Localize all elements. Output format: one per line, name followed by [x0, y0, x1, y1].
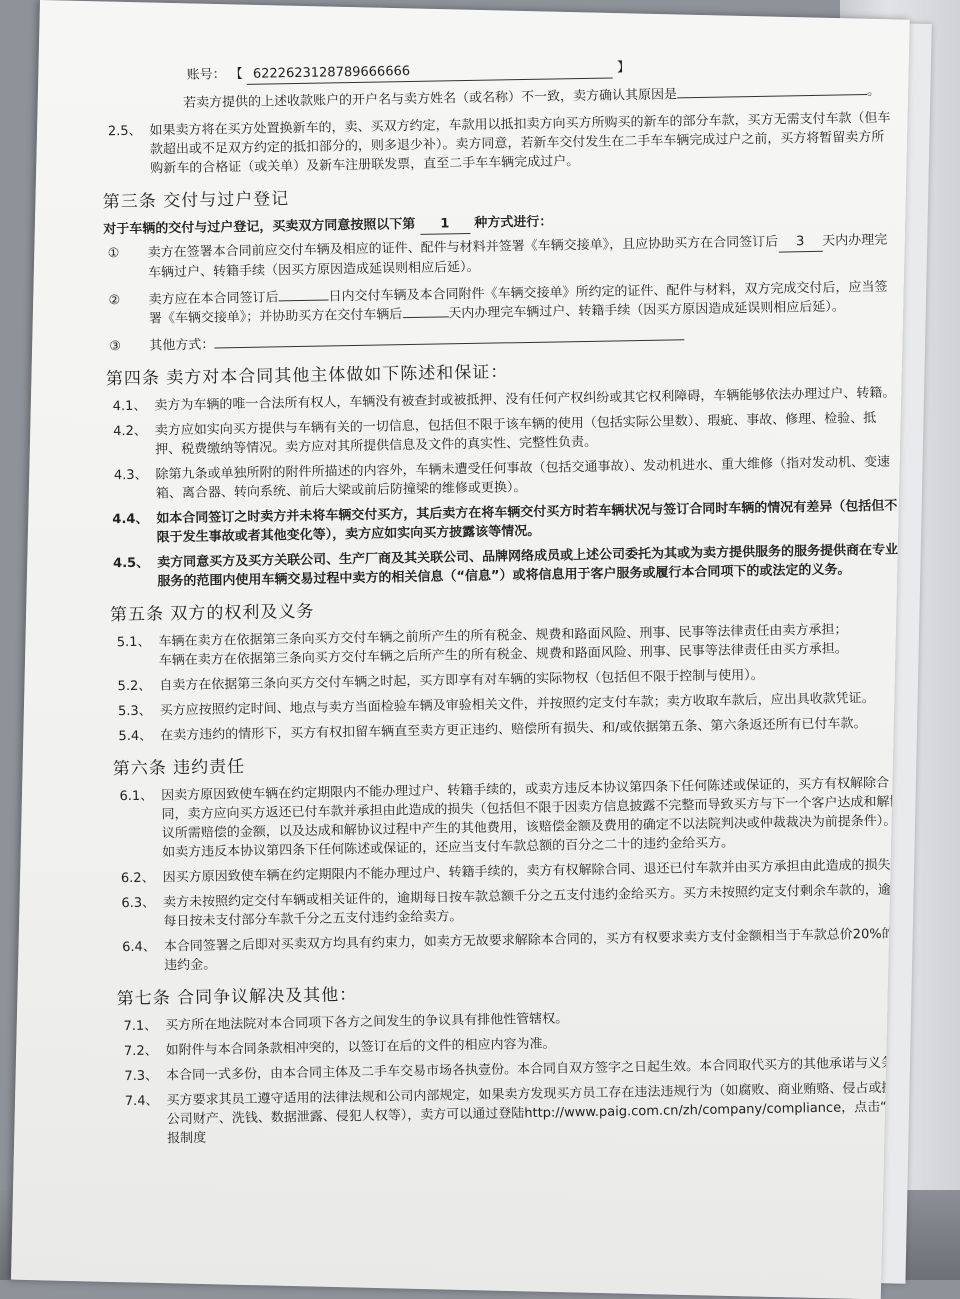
clause-5-1: 5.1、 车辆在卖方在依据第三条向买方交付车辆之前所产生的所有税金、规费和路面风险、刑事、民事等法律责任由卖方承担； 车辆在卖方在依据第三条向买方交付车辆之后所产生的所有税金、规费和路面风险、刑事、民事等法律责任由买方承担。 [116, 622, 848, 669]
reason-blank [677, 94, 867, 98]
days-field-1: 3 [778, 232, 822, 253]
section-5-title: 第五条 双方的权利及义务 [109, 601, 315, 626]
clause-4-1: 4.1、 卖方为车辆的唯一合法所有权人，车辆没有被查封或被抵押、没有任何产权纠纷或其它权利障碍，车辆能够依法办理过户、转籍。 [112, 385, 896, 415]
s3-option-2: ② 卖方应在本合同签订后 日内交付车辆及本合同附件《车辆交接单》所约定的证件、配件与材料，双方完成交付后，应当签署《车辆交接单》；并协助买方在交付车辆后 天内办理完车辆过户、转籍手续（因买方原因造成延误则相应后延）。 [108, 279, 888, 327]
clause-4-5: 4.5、 卖方同意买方及买方关联公司、生产厂商及其关联公司、品牌网络成员或上述公司委托为其或为卖方提供服务的服务提供商在专业服务的范围内使用车辆交易过程中卖方的相关信息（“信息”）或将信息用于客户服务或履行本合同项下的或法定的义务。 [112, 542, 899, 590]
clause-6-4: 6.4、 本合同签署之后即对买卖双方均具有约束力，如卖方无故要求解除本合同的，买方有权要求卖方支付金额相当于车款总价20%的违约金。 [122, 926, 895, 974]
clause-4-2: 4.2、 卖方应如实向买方提供与车辆有关的一切信息，包括但不限于该车辆的使用（包括实际公里数）、瑕疵、事故、修理、检验、抵押、税费缴纳等情况。卖方应对其所提供信息及文件的真实性、完整性负责。 [113, 410, 877, 458]
contract-page [11, 0, 910, 1299]
clause-6-1: 6.1、 因卖方原因致使车辆在约定期限内不能办理过户、转籍手续的，或卖方违反本协议第四条下任何陈述或保证的，买方有权解除合同，卖方应向买方返还已付车款并承担由此造成的损失（包括但不限于因卖方信息披露不完整而导致买方与下一个客户达成和解协议所需赔偿的金额，以及达成和解协议过程中产生的其他费用，该赔偿金额及费用的确定不以法院判决或仲裁裁决为前提条件）。如卖方违反本协议第四条下任何陈述或保证的，还应当支付车款总额的百分之二十的违约金给买方。 [119, 775, 903, 861]
mismatch-reason: 若卖方提供的上述收款账户的开户名与卖方姓名（或名称）不一致，卖方确认其原因是 。 [182, 83, 881, 111]
account-label: 账号： [186, 67, 226, 83]
clause-7-1: 7.1、 买方所在地法院对本合同项下各方之间发生的争议具有排他性管辖权。 [123, 1011, 569, 1035]
section-3-title: 第三条 交付与过户登记 [102, 189, 290, 213]
s3-intro: 对于车辆的交付与过户登记，买卖双方同意按照以下第 1 种方式进行： [103, 214, 553, 238]
section-6-title: 第六条 违约责任 [112, 756, 246, 780]
clause-4-4: 4.4、 如本合同签订之时卖方并未将车辆交付买方，其后卖方在将车辆交付买方时若车辆状况与签订合同时车辆的情况有差异（包括但不限于发生事故或者其他变化等），卖方应如实向买方披露该等情况。 [112, 498, 898, 546]
section-4-title: 第四条 卖方对本合同其他主体做如下陈述和保证： [105, 362, 509, 390]
clause-6-2: 6.2、 因买方原因致使车辆在约定期限内不能办理过户、转籍手续的，卖方有权解除合同、退还已付车款并由买方承担由此造成的损失。 [120, 857, 904, 887]
clause-5-4: 5.4、 在卖方违约的情形下，买方有权扣留车辆直至卖方更正违约、赔偿所有损失、和/或依据第五条、第六条返还所有已付车款。 [118, 716, 867, 745]
s3-option-3: ③ 其他方式： [105, 324, 895, 357]
days-field-3 [402, 316, 448, 318]
account-row: 账号： 【 6222623128789666666 】 [186, 60, 631, 83]
clause-4-3: 4.3、 除第九条或单独所附的附件所描述的内容外，车辆未遭受任何事故（包括交通事故）、发动机进水、重大维修（指对发动机、变速箱、离合器、转向系统、前后大梁或前后防撞梁的维修或更换）。 [113, 454, 891, 502]
clause-7-2: 7.2、 如附件与本合同条款相冲突的，以签订在后的文件的相应内容为准。 [123, 1036, 556, 1060]
clause-5-2: 5.2、 自卖方在依据第三条向买方交付车辆之时起，买方即享有对车辆的实际物权（包括但不限于控制与使用）。 [117, 667, 764, 695]
days-field-2 [279, 299, 329, 301]
clause-7-4: 7.4、 买方要求其员工遵守适用的法律法规和公司内部规定，如果卖方发现买方员工存在违法违规行为（如腐败、商业贿赂、侵占或挪用公司财产、洗钱、数据泄露、侵犯人权等），卖方可以通过登陆http://www.paig.com.cn/zh/company/compliance，点击“举报制度 [124, 1080, 908, 1147]
clause-2-5: 2.5、 如果卖方将在买方处置换新车的，卖、买双方约定，车款用以抵扣卖方向买方所购买的新车的部分车款，买方无需支付车款（但车款超出或不足双方约定的抵扣部分的，则多退少补）。卖方同意，若新车交付发生在二手车车辆完成过户之前，买方将暂留卖方所购新车的合格证（或关单）及新车注册联发票，直至二手车车辆完成过户。 [107, 110, 891, 177]
clause-7-3: 7.3、 本合同一式多份，由本合同主体及二手车交易市场各执壹份。本合同自双方签字之日起生效。本合同取代买方的其他承诺与义务。 [124, 1055, 908, 1085]
other-method-blank [214, 339, 684, 348]
clause-5-3: 5.3、 买方应按照约定时间、地点与卖方当面检验车辆及审验相关文件，并按照约定支付车款；卖方收取车款后，应出具收款凭证。 [117, 690, 875, 720]
section-7-title: 第七条 合同争议解决及其他： [116, 985, 358, 1010]
account-number: 6222623128789666666 [247, 58, 613, 84]
clause-6-3: 6.3、 卖方未按照约定交付车辆或相关证件的，逾期每日按车款总额千分之五支付违约金给买方。买方未按照约定支付剩余车款的，逾期每日按未支付部分车款千分之五支付违约金给卖方。 [121, 882, 905, 930]
s3-option-1: ① 卖方在签署本合同前应交付车辆及相应的证件、配件与材料并签署《车辆交接单》，且应协助买方在合同签订后 3 天内办理完车辆过户、转籍手续（因买方原因造成延误则相应后延）。 [107, 232, 888, 281]
method-number: 1 [420, 214, 470, 235]
page-content [100, 54, 909, 1156]
